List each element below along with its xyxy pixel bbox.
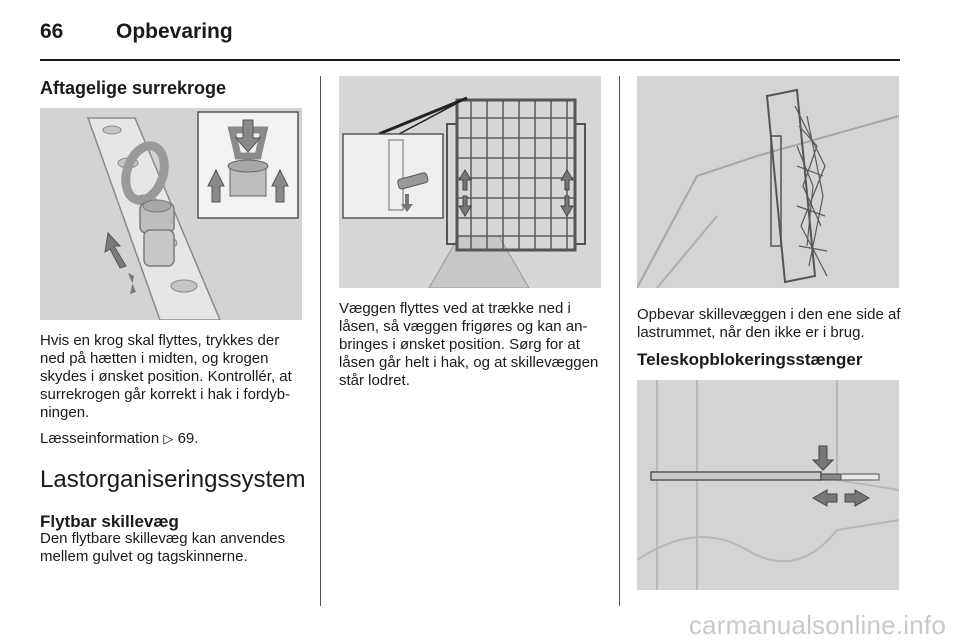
- chapter-title: Opbevaring: [116, 20, 233, 43]
- divider-storage-text: Opbevar skillevæggen i den ene side af lastrummet, når den ikke er i brug.: [637, 306, 901, 341]
- figure-net-divider: [339, 76, 601, 288]
- movable-divider-description: Den flytbare skillevæg kan anvendes mellem gulvet og tagskinnerne.: [40, 530, 286, 565]
- figure-lashing-hook: [40, 108, 302, 320]
- page-number: 66: [40, 20, 64, 43]
- sub-heading-movable-divider: Flytbar skillevæg: [40, 512, 179, 531]
- main-heading-load-organisation: Lastorganiseringssystem: [40, 466, 306, 493]
- figure-telescopic-bar: [637, 380, 899, 590]
- lashing-hooks-instructions: Hvis en krog skal flyttes, trykkes der ned på hætten i midten, og krogen skydes i ønsket position. Kontrollér, at surrekrogen går korrekt i hak i fordybningen.: [40, 332, 292, 421]
- column-divider-1: [320, 76, 321, 606]
- loading-info-page: 69.: [173, 430, 199, 447]
- heading-telescopic-bars: Teleskopblokeringsstænger: [637, 350, 863, 369]
- loading-info-label: Læsseinformation: [40, 430, 164, 447]
- divider-move-instructions: Væggen flyttes ved at trække ned i låsen, så væggen frigøres og kan anbringes i ønsket position. Sørg for at låsen går helt i hak, og at skillevæggen står lodret.: [339, 300, 599, 389]
- loading-info-reference: [40, 430, 306, 448]
- section-title-lashing-hooks: Aftagelige surrekroge: [40, 78, 227, 98]
- column-divider-2: [619, 76, 620, 606]
- header-rule: [40, 59, 900, 61]
- page-reference-icon: ▷: [163, 431, 174, 446]
- figure-divider-stored: [637, 76, 899, 288]
- watermark: carmanualsonline.info: [688, 610, 946, 640]
